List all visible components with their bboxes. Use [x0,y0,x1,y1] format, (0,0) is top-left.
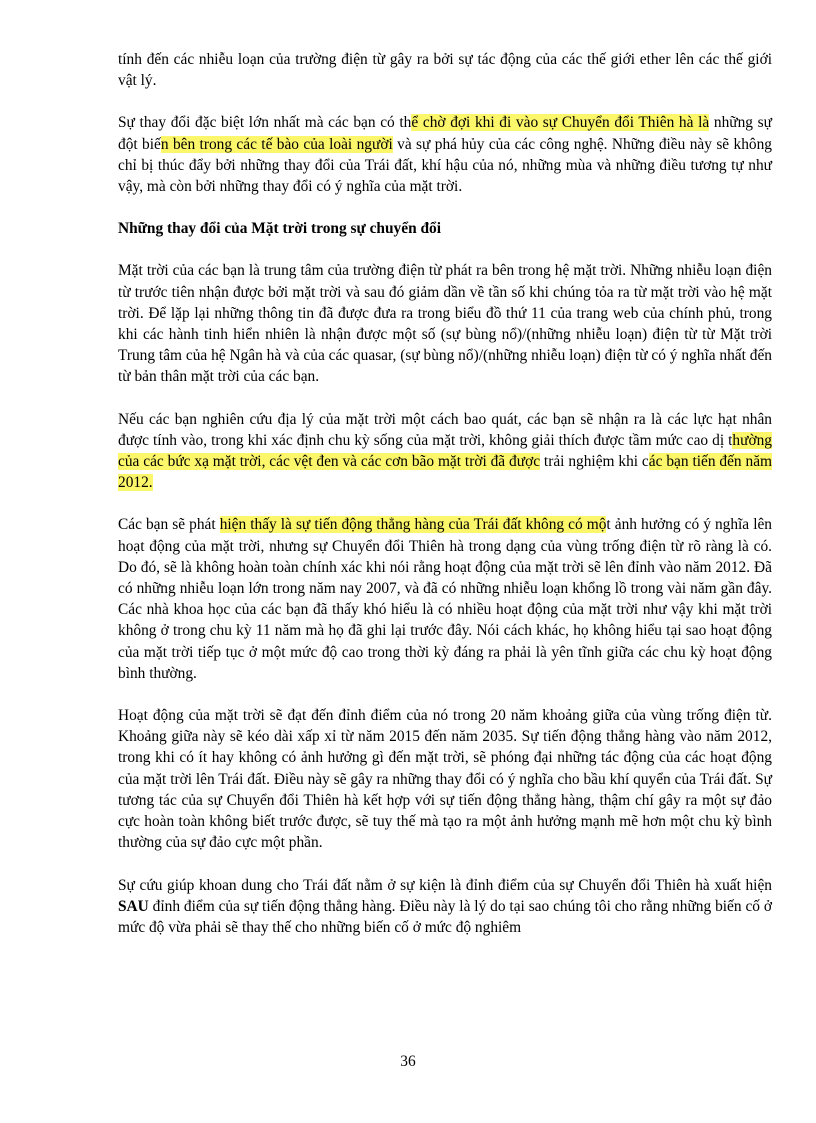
paragraph-2-text: Sự thay đổi đặc biệt lớn nhất mà các bạn có th [118,114,412,132]
paragraph-3: Mặt trời của các bạn là trung tâm của trường điện từ phát ra bên trong hệ mặt trời. Những nhiễu loạn điện từ trước tiên nhận được bởi mặt trời và sau đó giảm dần về tần số khi chúng tỏa ra từ mặt trời vào hệ mặt trời. Để lặp lại những thông tin đã được đưa ra trong biểu đồ thứ 11 của trang web của chính phủ, trong khi các hành tinh hiển nhiên là nhận được một số (sự bùng nổ)/(những nhiễu loạn) điện từ từ Mặt trời Trung tâm của hệ Ngân hà và của các quasar, (sự bùng nổ)/(những nhiễu loạn) điện từ có ý nghĩa nhất đến từ bản thân mặt trời của các bạn. [118,262,772,386]
paragraph-4 [118,409,772,494]
paragraph-7-text: Sự cứu giúp khoan dung cho Trái đất nằm ở sự kiện là đỉnh điểm của sự Chuyển đổi Thiên hà xuất hiện [118,876,772,894]
highlight-1: ể chờ đợi khi đi vào sự Chuyển đổi Thiên hà là [411,114,710,132]
paragraph-2-text: những sự đột biế [118,114,772,153]
paragraph-1: tính đến các nhiễu loạn của trường điện từ gây ra bởi sự tác động của các thế giới ether lên các thế giới vật lý. [118,51,772,90]
paragraph-4-text: trải nghiệm khi c [540,453,649,471]
paragraph-6: Hoạt động của mặt trời sẽ đạt đến đỉnh điểm của nó trong 20 năm khoảng giữa của vùng trống điện từ. Khoảng giữa này sẽ kéo dài xấp xỉ từ năm 2015 đến năm 2035. Sự tiến động thẳng hàng vào năm 2012, trong khi có ít hay không có ảnh hưởng gì đến mặt trời, sẽ phóng đại những tác động của các hoạt động của mặt trời lên Trái đất. Điều này sẽ gây ra những thay đổi có ý nghĩa cho bầu khí quyển của Trái đất. Sự tương tác của sự Chuyển đổi Thiên hà kết hợp với sự tiến động thẳng hàng, thậm chí gây ra một sự đảo cực hoàn toàn không biết trước được, sẽ tuy thế mà tạo ra một ảnh hưởng mạnh mẽ hơn một chu kỳ bình thường của sự đảo cực một phần. [118,707,772,852]
highlight-2: n bên trong các tế bào của loài người [160,135,393,153]
highlight-5: hiện thấy là sự tiến động thẳng hàng của Trái đất không có mộ [219,516,607,534]
page-number: 36 [400,1053,416,1070]
paragraph-5-text: Các bạn sẽ phát [118,516,220,534]
highlight-4: ác bạn tiến đến năm 2012. [118,453,773,492]
bold-word: SAU [118,897,149,915]
paragraph-5-text: t ảnh hưởng có ý nghĩa lên hoạt động của mặt trời, nhưng sự Chuyển đổi Thiên hà trong dạng của vùng trống điện từ rõ ràng là có. Do đó, sẽ là không hoàn toàn chính xác khi nói rằng hoạt động của mặt trời sẽ lên đỉnh vào năm 2012. Đã có những nhiễu loạn lớn trong năm nay 2007, và đã có những nhiễu loạn khổng lồ trong vài năm gần đây. Các nhà khoa học của các bạn đã thấy khó hiểu là có nhiều hoạt động của mặt trời như vậy khi mặt trời không ở trong chu kỳ 11 năm mà họ đã ghi lại trước đây. Nói cách khác, họ không hiểu tại sao hoạt động của mặt trời tiếp tục ở một mức độ cao trong thời kỳ đáng ra phải là yên tĩnh giữa các chu kỳ hoạt động bình thường. [118,516,772,682]
paragraph-2 [118,112,772,197]
paragraph-2-text: và sự phá hủy của các công nghệ. Những điều này sẽ không chỉ bị thúc đẩy bởi những thay đổi của Trái đất, khí hậu của nó, những mùa và những điều tương tự như vậy, mà còn bởi những thay đổi có ý nghĩa của mặt trời. [118,135,772,196]
paragraph-4-text: Nếu các bạn nghiên cứu địa lý của mặt trời một cách bao quát, các bạn sẽ nhận ra là các lực hạt nhân được tính vào, trong khi xác định chu kỳ sống của mặt trời, không giải thích được tầm mức cao dị t [118,410,772,449]
paragraph-7-text: đỉnh điểm của sự tiến động thẳng hàng. Điều này là lý do tại sao chúng tôi cho rằng những biến cố ở mức độ vừa phải sẽ thay thế cho những biến cố ở mức độ nghiêm [118,897,772,936]
highlight-3: hường của các bức xạ mặt trời, các vệt đen và các cơn bão mặt trời đã được [118,431,772,471]
paragraph-5 [118,514,772,684]
document-body [118,49,772,959]
section-heading: Những thay đổi của Mặt trời trong sự chuyển đổi [118,220,442,238]
paragraph-7 [118,875,772,939]
